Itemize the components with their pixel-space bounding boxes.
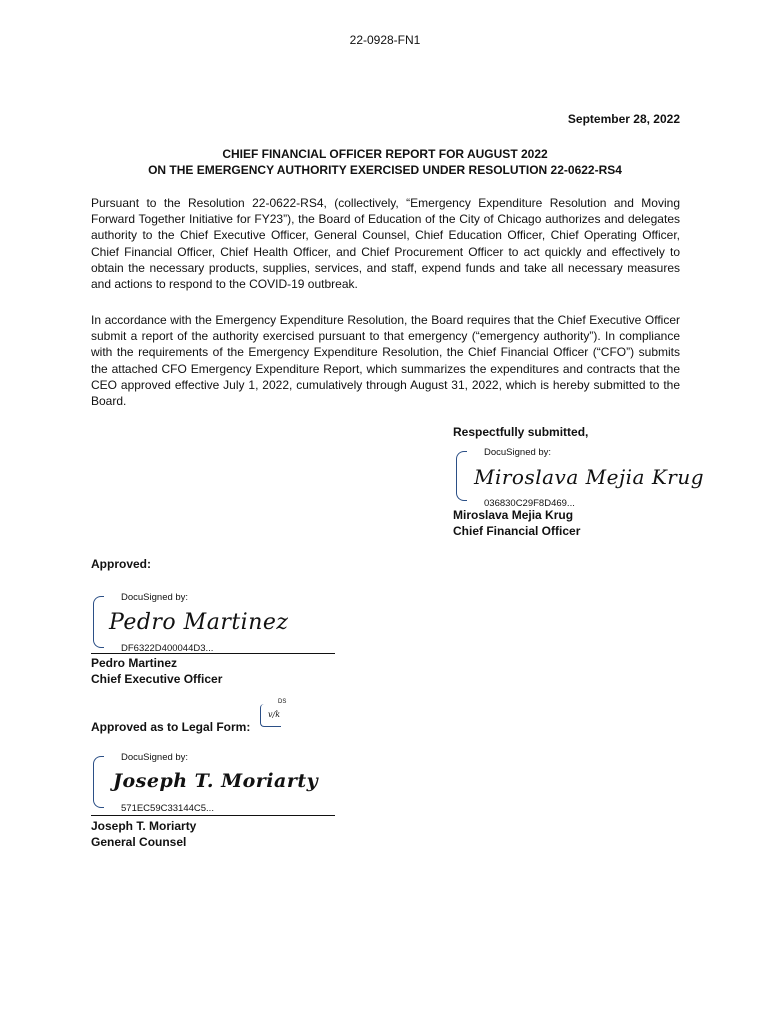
title-line-2: ON THE EMERGENCY AUTHORITY EXERCISED UNDER RESOLUTION 22-0622-RS4 [148, 163, 622, 177]
report-date: September 28, 2022 [567, 112, 680, 126]
ceo-docusign-box [93, 590, 343, 652]
cfo-docusigned-label: DocuSigned by: [484, 447, 552, 458]
gc-envelope-id: 571EC59C33144C5... [121, 803, 214, 814]
gc-docusigned-label: DocuSigned by: [121, 752, 189, 763]
legal-form-label: Approved as to Legal Form: [91, 720, 251, 734]
respectfully-submitted: Respectfully submitted, [453, 425, 589, 439]
cfo-name: Miroslava Mejia Krug [453, 508, 574, 522]
ceo-title: Chief Executive Officer [91, 672, 223, 686]
title-line-1: CHIEF FINANCIAL OFFICER REPORT FOR AUGUST 2022 [222, 147, 548, 161]
gc-signature-line [91, 815, 335, 816]
ceo-envelope-id: DF6322D400044D3... [121, 643, 214, 654]
gc-name: Joseph T. Moriarty [91, 819, 197, 833]
cfo-docusign-box [456, 445, 705, 509]
ceo-docusigned-label: DocuSigned by: [121, 592, 189, 603]
paragraph-authority: Pursuant to the Resolution 22-0622-RS4, (collectively, “Emergency Expenditure Resolution and Moving Forward Together Initiative for FY23”), the Board of Education of the City of Chicago authorizes and delegates authority to the Chief Executive Officer, General Counsel, Chief Education Officer, Chief Operating Officer, Chief Financial Officer, Chief Health Officer, and Chief Procurement Officer to act quickly and effectively to obtain the necessary products, supplies, services, and staff, expend funds and take all necessary measures and actions to respond to the COVID-19 outbreak. [91, 196, 680, 292]
ceo-name: Pedro Martinez [91, 656, 178, 670]
legal-initials: v/k [268, 710, 281, 719]
report-title [0, 146, 770, 178]
paragraph-report: In accordance with the Emergency Expenditure Resolution, the Board requires that the Chief Executive Officer submit a report of the authority exercised pursuant to that emergency (“emergency authority”). In compliance with the requirements of the Emergency Expenditure Resolution, the Chief Financial Officer (“CFO”) submits the attached CFO Emergency Expenditure Report, which summarizes the expenditures and contracts that the CEO approved effective July 1, 2022, cumulatively through August 31, 2022, which is hereby submitted to the Board. [91, 313, 680, 409]
gc-docusign-box [93, 750, 343, 812]
initials-ds-mark: DS [278, 699, 287, 705]
ceo-signature: Pedro Martinez [109, 610, 289, 635]
cfo-signature-bracket [456, 451, 467, 501]
legal-initials-box [260, 699, 288, 732]
ceo-signature-line [91, 653, 335, 654]
cfo-signature: Miroslava Mejia Krug [474, 465, 705, 489]
gc-signature-bracket [93, 756, 104, 808]
cfo-title: Chief Financial Officer [453, 524, 581, 538]
gc-title: General Counsel [91, 835, 187, 849]
approved-label: Approved: [91, 557, 151, 571]
cfo-envelope-id: 036830C29F8D469... [484, 498, 575, 509]
gc-signature: Joseph T. Moriarty [113, 770, 319, 792]
ceo-signature-bracket [93, 596, 104, 648]
document-id: 22-0928-FN1 [349, 33, 421, 47]
